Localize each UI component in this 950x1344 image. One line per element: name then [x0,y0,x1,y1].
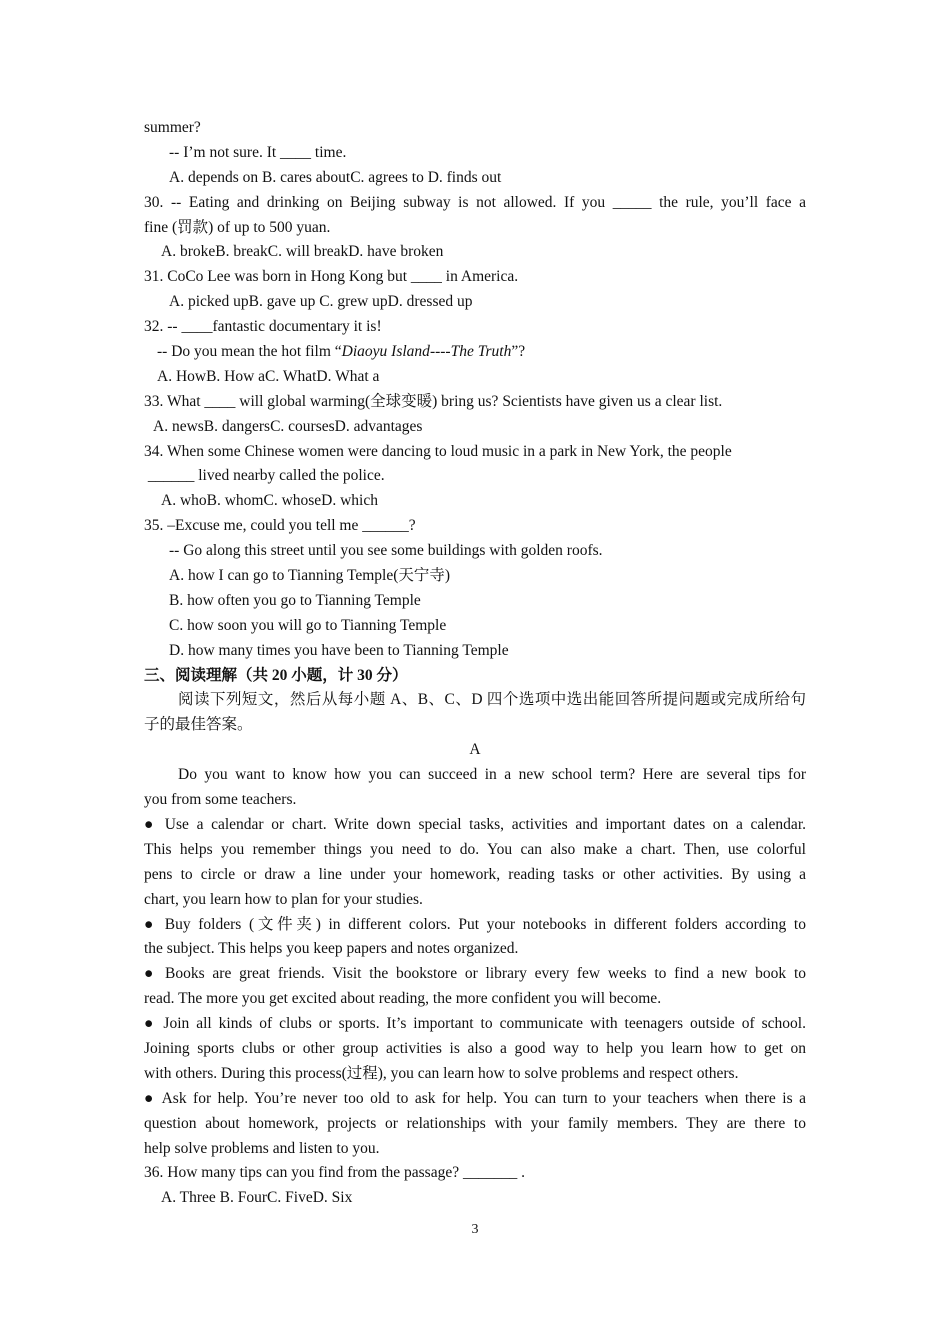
question-32: 32. -- ____fantastic documentary it is! [144,318,382,336]
passage-text: Do you want to know how you can succeed in a new school term? Here are several tips for [178,766,806,784]
answer-option: A. how I can go to Tianning Temple(天宁寺) [169,567,451,585]
answer-option: B. how often you go to Tianning Temple [169,591,421,609]
passage-label: A [469,741,481,759]
text-line: fine (罚款) of up to 500 yuan. [144,218,331,236]
document-page [144,116,806,1211]
answer-options: A. whoB. whomC. whoseD. which [161,492,378,510]
passage-text: help solve problems and listen to you. [144,1139,380,1157]
question-36: 36. How many tips can you find from the passage? _______ . [144,1164,525,1182]
passage-text: Joining sports clubs or other group activities is also a good way to help you learn how to get on [144,1039,806,1057]
passage-text: question about homework, projects or relationships with your family members. They are there to [144,1114,806,1132]
passage-text: ● Ask for help. You’re never too old to ask for help. You can turn to your teachers when there is a [144,1089,806,1107]
passage-text: ● Use a calendar or chart. Write down special tasks, activities and important dates on a calendar. [144,815,806,833]
question-31: 31. CoCo Lee was born in Hong Kong but ____ in America. [144,268,519,286]
section-heading: 三、阅读理解（共 20 小题，计 30 分） [144,666,408,684]
passage-text: ● Books are great friends. Visit the bookstore or library every few weeks to find a new book to [144,965,806,983]
film-title-part2: The Truth [450,343,512,361]
text-line: -- I’m not sure. It ____ time. [169,143,347,161]
answer-options: A. brokeB. breakC. will breakD. have broken [161,243,444,261]
answer-option: C. how soon you will go to Tianning Temple [169,616,447,634]
passage-text: with others. During this process(过程), you can learn how to solve problems and respect others. [144,1064,739,1082]
dialog-suffix: ”? [511,343,526,361]
answer-option: D. how many times you have been to Tianning Temple [169,641,509,659]
dialog-line [144,340,806,365]
film-title-dashes: ---- [429,343,451,361]
dialog-prefix: -- Do you mean the hot film “ [157,343,342,361]
instruction-text: 阅读下列短文，然后从每小题 A、B、C、D 四个选项中选出能回答所提问题或完成所给句 [178,691,806,709]
text-line: summer? [144,119,201,136]
passage-text: ● Join all kinds of clubs or sports. It’s important to communicate with teenagers outside of school. [144,1015,806,1033]
question-34: 34. When some Chinese women were dancing to loud music in a park in New York, the people [144,442,732,460]
passage-text: the subject. This helps you keep papers and notes organized. [144,940,519,958]
answer-options: A. picked upB. gave up C. grew upD. dressed up [169,293,473,311]
page-number: 3 [471,1222,479,1237]
passage-text: you from some teachers. [144,791,297,809]
film-title-part1: Diaoyu Island [341,343,430,361]
answer-options: A. depends on B. cares aboutC. agrees to D. finds out [169,168,502,186]
instruction-text: 子的最佳答案。 [144,716,253,734]
passage-text: ● Buy folders (文件夹) in different colors. Put your notebooks in different folders according to [144,915,806,933]
answer-options: A. HowB. How aC. WhatD. What a [157,367,380,385]
passage-text: chart, you learn how to plan for your studies. [144,890,423,908]
question-33: 33. What ____ will global warming(全球变暖) bring us? Scientists have given us a clear list. [144,392,723,410]
question-30: 30. -- Eating and drinking on Beijing subway is not allowed. If you _____ the rule, you’ll face a [144,193,806,211]
passage-text: This helps you remember things you need to do. You can also make a chart. Then, use colorful [144,840,806,858]
answer-options: A. Three B. FourC. FiveD. Six [161,1189,353,1207]
answer-options: A. newsB. dangersC. coursesD. advantages [153,417,423,435]
question-35: 35. –Excuse me, could you tell me ______? [144,517,416,535]
dialog-line: -- Go along this street until you see some buildings with golden roofs. [169,542,603,560]
text-line: ______ lived nearby called the police. [144,467,385,485]
passage-text: read. The more you get excited about reading, the more confident you will become. [144,990,662,1008]
passage-text: pens to circle or draw a line under your homework, reading tasks or other activities. By using a [144,865,806,883]
